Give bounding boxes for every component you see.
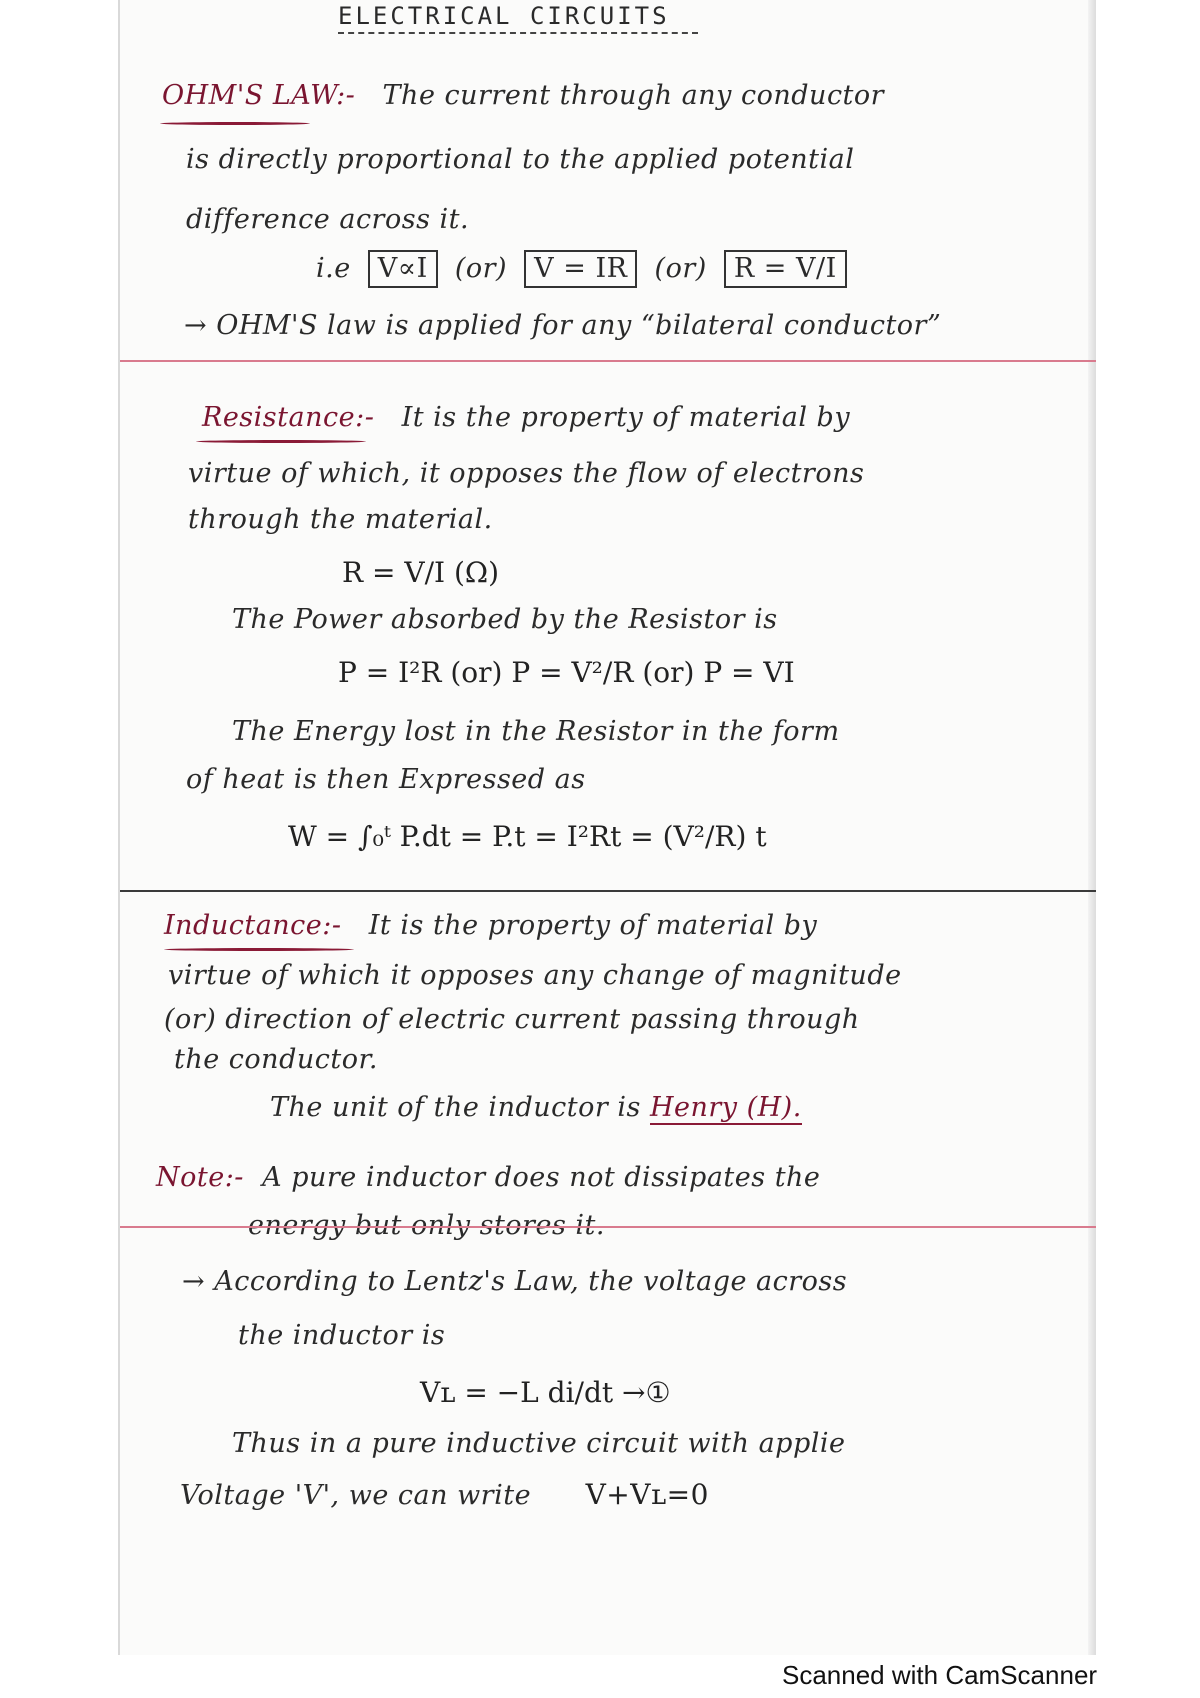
inductance-unit-line — [270, 1092, 802, 1123]
inductance-note-label: Note:- — [156, 1162, 244, 1193]
section-divider — [120, 360, 1096, 362]
inductance-lenz-formula: Vʟ = −L di/dt →① — [420, 1376, 671, 1409]
resistance-energy-line-1: The Energy lost in the Resistor in the form — [232, 716, 840, 747]
inductance-note-text-1: A pure inductor does not dissipates the — [262, 1162, 821, 1193]
section-divider-2 — [120, 890, 1096, 892]
ohms-box-rvi: R = V/I — [724, 250, 847, 288]
ohms-first-line — [162, 80, 884, 111]
inductance-unit-value: Henry (H). — [649, 1092, 802, 1123]
resistance-power-line: The Power absorbed by the Resistor is — [232, 604, 778, 635]
inductance-voltage-text: Voltage 'V', we can write — [180, 1480, 532, 1511]
resistance-formula: R = V/I (Ω) — [342, 556, 500, 589]
ohms-box-vir: V = IR — [524, 250, 637, 288]
inductance-voltage-formula: V+Vʟ=0 — [585, 1478, 709, 1511]
inductance-note-line-2: energy but only stores it. — [248, 1210, 605, 1241]
resistance-energy-formula: W = ∫₀ᵗ P.dt = P.t = I²Rt = (V²/R) t — [288, 820, 767, 853]
resistance-line-2: virtue of which, it opposes the flow of electrons — [188, 458, 865, 489]
inductance-lenz-line-1: → According to Lentz's Law, the voltage across — [182, 1266, 848, 1297]
inductance-first-line — [164, 910, 817, 941]
inductance-heading: Inductance:- — [164, 910, 342, 941]
resistance-first-line — [202, 402, 850, 433]
resistance-line-3: through the material. — [188, 504, 493, 535]
ohms-bilateral-note: → OHM'S law is applied for any “bilateral conductor” — [184, 310, 942, 341]
ohms-ie: i.e — [316, 253, 351, 284]
inductance-line-2: virtue of which it opposes any change of magnitude — [168, 960, 902, 991]
ohms-or-2: (or) — [654, 253, 707, 284]
ohms-or-1: (or) — [454, 253, 508, 284]
inductance-voltage-line — [180, 1478, 709, 1511]
inductance-unit-text: The unit of the inductor is — [270, 1092, 641, 1123]
ohms-line-3: difference across it. — [186, 204, 470, 235]
note-divider — [120, 1226, 1096, 1228]
resistance-heading-underline — [196, 440, 366, 443]
ohms-line-2: is directly proportional to the applied potential — [186, 144, 855, 175]
inductance-line-3: (or) direction of electric current passing through — [164, 1004, 860, 1035]
inductance-thus-line: Thus in a pure inductive circuit with applie — [232, 1428, 846, 1459]
page-edge — [1088, 0, 1096, 1655]
ohms-line-1: The current through any conductor — [382, 80, 885, 111]
ohms-heading: OHM'S LAW:- — [162, 80, 356, 111]
ohms-heading-underline — [160, 122, 310, 125]
page-title: ELECTRICAL CIRCUITS — [338, 2, 670, 30]
ohms-formula-row — [316, 250, 855, 288]
notebook-page — [118, 0, 1096, 1655]
resistance-heading: Resistance:- — [202, 402, 375, 433]
resistance-line-1: It is the property of material by — [401, 402, 851, 433]
inductance-heading-underline — [164, 948, 354, 951]
inductance-line-4: the conductor. — [174, 1044, 378, 1075]
inductance-line-1: It is the property of material by — [368, 910, 818, 941]
camscanner-footer: Scanned with CamScanner — [782, 1660, 1098, 1690]
inductance-lenz-line-2: the inductor is — [238, 1320, 446, 1351]
ohms-box-proportional: V∝I — [368, 250, 438, 288]
title-underline — [338, 32, 698, 34]
inductance-note-line-1 — [156, 1162, 820, 1193]
resistance-energy-line-2: of heat is then Expressed as — [186, 764, 586, 795]
resistance-power-formula: P = I²R (or) P = V²/R (or) P = VI — [338, 656, 795, 689]
